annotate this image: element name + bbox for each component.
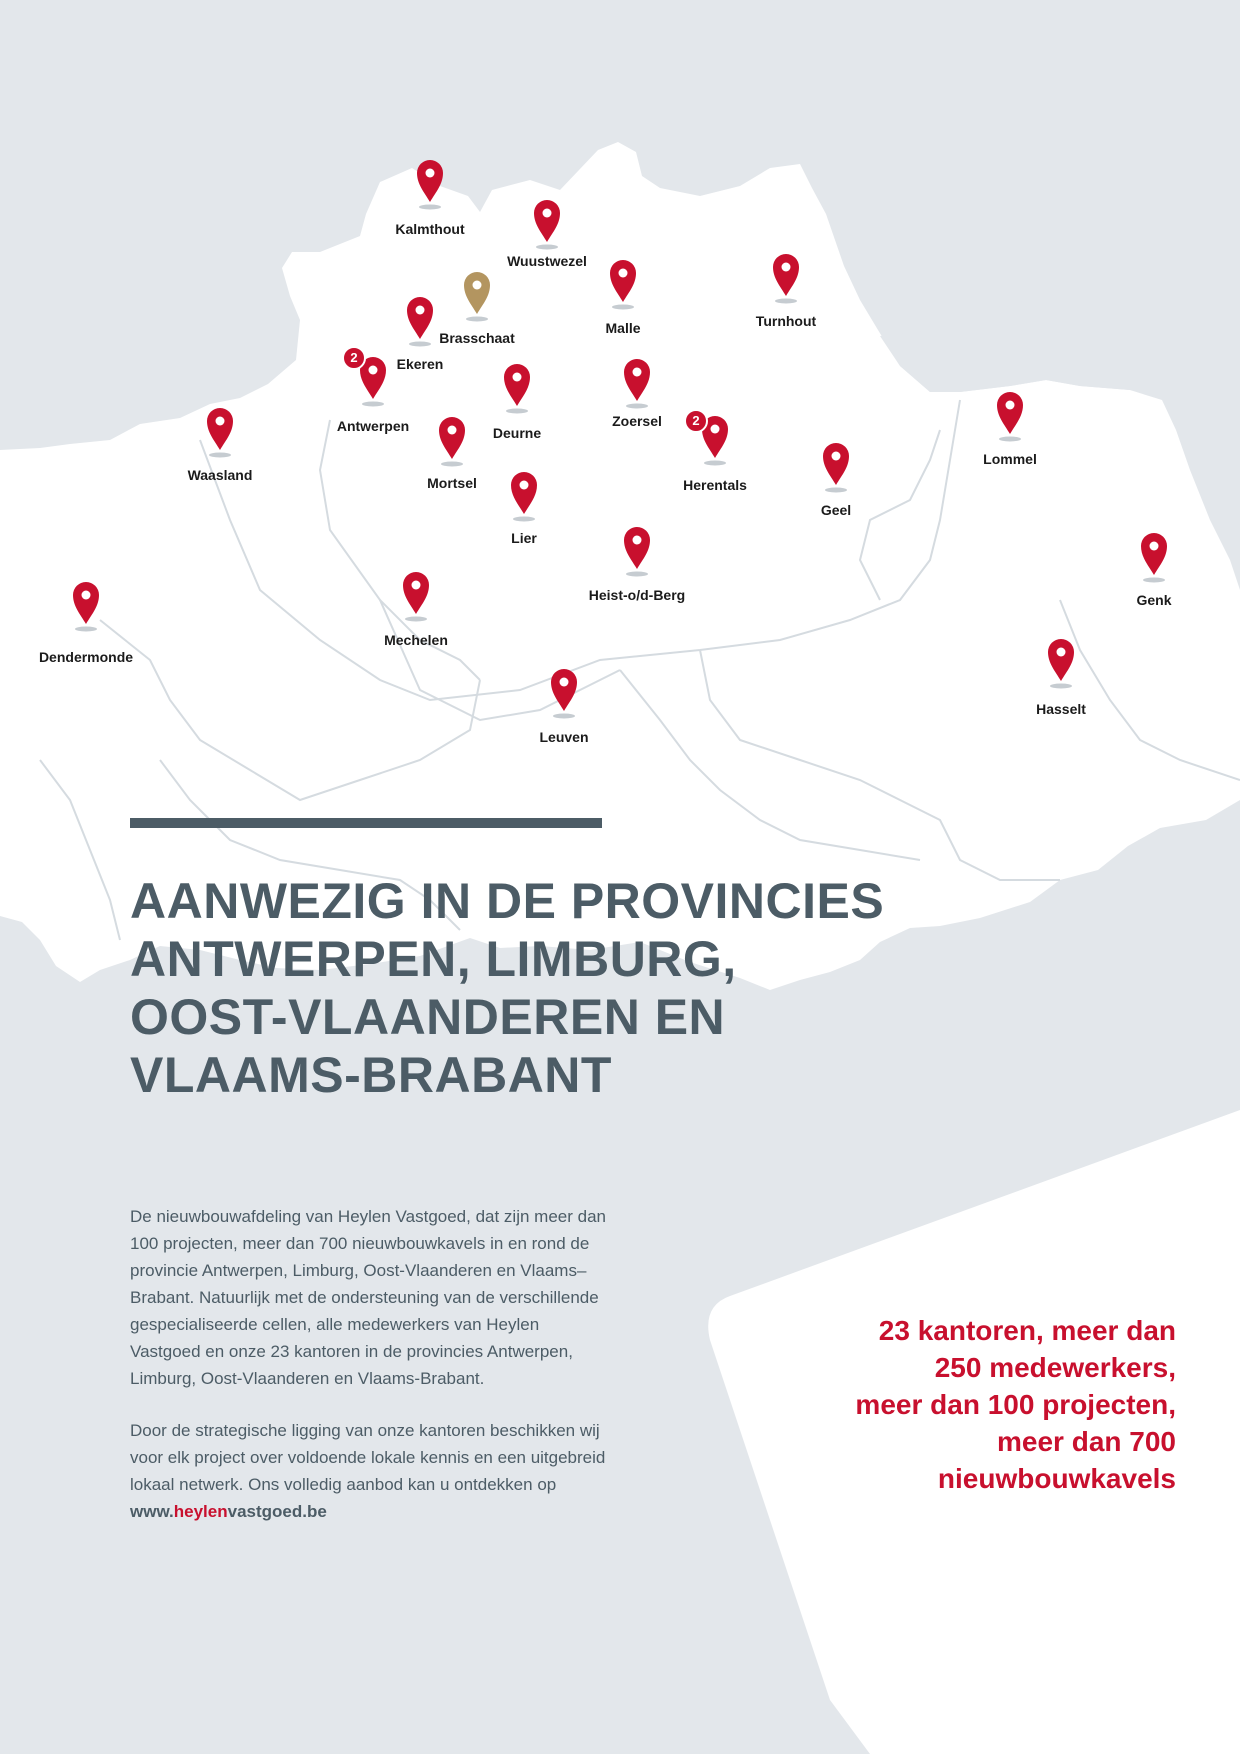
headline-line-4: VLAAMS-BRABANT [130, 1047, 612, 1103]
office-label-malle: Malle [605, 320, 641, 336]
office-label-mortsel: Mortsel [427, 475, 477, 491]
office-label-dendermonde: Dendermonde [38, 649, 134, 665]
office-label-zoersel: Zoersel [612, 413, 662, 429]
headline-line-2: ANTWERPEN, LIMBURG, [130, 931, 737, 987]
office-label-ekeren: Ekeren [396, 356, 444, 372]
map-pin-icon [821, 441, 851, 493]
office-label-heist-o-d-berg: Heist-o/d-Berg [588, 587, 686, 603]
map-pin-icon [532, 198, 562, 250]
stats-line-1: 23 kantoren, meer dan [878, 1315, 1176, 1346]
headline-line-3: OOST-VLAANDEREN EN [130, 989, 726, 1045]
stats-line-5: nieuwbouwkavels [937, 1463, 1176, 1494]
office-label-deurne: Deurne [492, 425, 542, 441]
office-label-hasselt: Hasselt [1036, 701, 1086, 717]
map-pin-icon [401, 570, 431, 622]
map-pin-icon [549, 667, 579, 719]
map-pin-icon [502, 362, 532, 414]
map-pin-icon [1139, 531, 1169, 583]
map-pin-icon [608, 258, 638, 310]
office-label-waasland: Waasland [187, 467, 253, 483]
map-pin-icon [995, 390, 1025, 442]
office-label-turnhout: Turnhout [755, 313, 817, 329]
office-label-wuustwezel: Wuustwezel [507, 253, 587, 269]
office-label-geel: Geel [820, 502, 852, 518]
office-label-genk: Genk [1136, 592, 1172, 608]
map-pin-icon [437, 415, 467, 467]
office-label-antwerpen: Antwerpen [336, 418, 410, 434]
map-pin-icon [205, 406, 235, 458]
map-pin-icon [71, 580, 101, 632]
website-link-accent: heylen [173, 1502, 228, 1521]
office-count-badge: 2 [684, 409, 708, 433]
strategy-paragraph [130, 1417, 610, 1525]
map-pin-icon [622, 525, 652, 577]
office-label-kalmthout: Kalmthout [395, 221, 465, 237]
website-link-prefix: www. [130, 1502, 174, 1521]
office-label-mechelen: Mechelen [384, 632, 448, 648]
office-label-brasschaat: Brasschaat [439, 330, 515, 346]
map-pin-icon [405, 295, 435, 347]
map-water-notch [880, 296, 1150, 392]
stats-line-2: 250 medewerkers, [934, 1352, 1176, 1383]
map-pin-icon [1046, 637, 1076, 689]
intro-paragraph: De nieuwbouwafdeling van Heylen Vastgoed, dat zijn meer dan 100 projecten, meer dan 700 nieuwbouwkavels in en rond de provincie Antwerpen, Limburg, Oost-Vlaanderen en Vlaams–Brabant. Natuurlijk met de ondersteuning van de verschillende gespecialiseerde cellen, alle medewerkers van Heylen Vastgoed en onze 23 kantoren in de provincies Antwerpen, Limburg, Oost-Vlaanderen en Vlaams-Brabant. [130, 1207, 606, 1388]
title-rule [130, 818, 602, 828]
stats-line-3: meer dan 100 projecten, [855, 1389, 1176, 1420]
website-link-suffix: vastgoed.be [227, 1502, 327, 1521]
stats-line-4: meer dan 700 [997, 1426, 1176, 1457]
website-link[interactable] [130, 1502, 327, 1521]
headline [130, 872, 950, 1104]
map-pin-icon [622, 357, 652, 409]
map-pin-icon [462, 270, 492, 322]
map-pin-icon [771, 252, 801, 304]
headline-line-1: AANWEZIG IN DE PROVINCIES [130, 873, 885, 929]
office-label-leuven: Leuven [539, 729, 589, 745]
office-label-lommel: Lommel [983, 451, 1037, 467]
office-label-lier: Lier [511, 530, 537, 546]
map-pin-icon [415, 158, 445, 210]
map-pin-icon [509, 470, 539, 522]
office-count-badge: 2 [342, 346, 366, 370]
stats-callout [656, 1312, 1176, 1497]
office-label-herentals: Herentals [683, 477, 747, 493]
strategy-text: Door de strategische ligging van onze kantoren beschikken wij voor elk project over voldoende lokale kennis en een uitgebreid lokaal netwerk. Ons volledig aanbod kan u ontdekken op [130, 1421, 606, 1494]
